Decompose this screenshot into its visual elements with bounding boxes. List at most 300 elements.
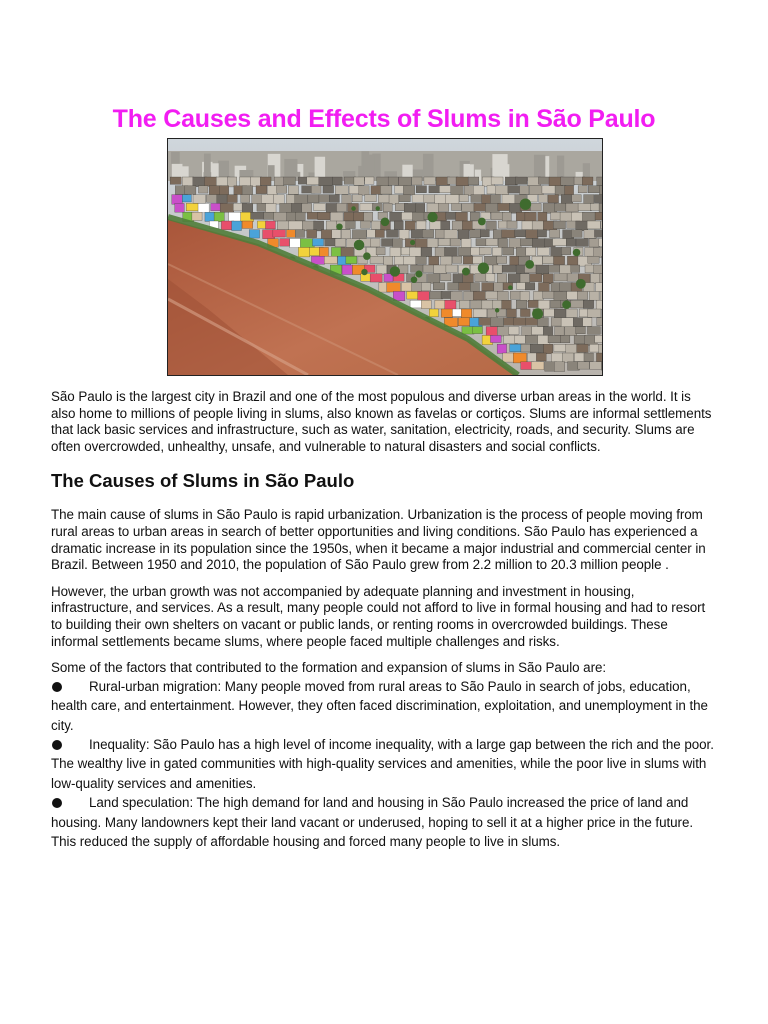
house-roof: [284, 177, 296, 185]
house-roof: [526, 230, 538, 239]
house-roof: [595, 335, 602, 342]
house-roof: [576, 327, 586, 334]
house-roof: [415, 239, 427, 248]
house-roof: [381, 239, 393, 247]
house-roof: [588, 256, 599, 263]
house-roof: [341, 230, 350, 239]
bullet-icon: [52, 798, 62, 808]
house-roof: [555, 327, 564, 336]
house-roof: [405, 221, 415, 230]
house-roof: [497, 327, 509, 336]
house-roof: [600, 274, 602, 284]
house-roof: [456, 212, 468, 221]
house-roof: [434, 265, 447, 273]
tree: [520, 199, 531, 210]
house-roof: [475, 274, 488, 282]
house-roof: [421, 283, 431, 291]
house-roof: [561, 318, 574, 328]
house-roof: [577, 291, 587, 299]
house-roof: [490, 318, 503, 327]
house-roof: [542, 186, 556, 194]
house-roof: [470, 283, 479, 292]
house-roof: [324, 256, 337, 263]
house-roof: [459, 300, 469, 309]
house-roof: [198, 203, 209, 212]
house-roof: [590, 362, 602, 370]
house-roof: [427, 203, 439, 212]
house-roof: [435, 300, 446, 309]
house-roof: [554, 309, 565, 318]
house-roof: [291, 203, 303, 212]
house-roof: [416, 186, 426, 193]
house-roof: [479, 247, 491, 254]
house-roof: [450, 239, 460, 246]
house-roof: [307, 230, 317, 238]
house-roof: [582, 177, 593, 185]
house-roof: [502, 230, 516, 238]
house-roof: [429, 186, 440, 193]
house-roof: [508, 274, 521, 283]
house-roof: [482, 300, 493, 309]
house-roof: [583, 300, 593, 308]
house-roof: [480, 230, 489, 237]
house-roof: [520, 186, 529, 195]
house-roof: [468, 177, 479, 185]
house-roof: [404, 203, 416, 212]
favela-photo: [167, 138, 603, 376]
house-roof: [576, 239, 588, 247]
house-roof: [551, 318, 561, 326]
house-roof: [538, 212, 547, 222]
house-roof: [260, 177, 271, 185]
urbanization-paragraph: The main cause of slums in São Paulo is rapid urbanization. Urbanization is the process of people moving from rural areas to urban areas in search of better opportunities and living conditions. São Paulo has experienced a dramatic increase in its population since the 1950s, when it became a major industrial and commercial center in Brazil. Between 1950 and 2010, the population of São Paulo grew from 2.2 million to 20.3 million people .: [51, 507, 706, 573]
house-roof: [256, 186, 267, 194]
house-roof: [554, 291, 568, 300]
house-roof: [543, 256, 555, 264]
house-roof: [530, 186, 544, 195]
house-roof: [597, 318, 602, 326]
house-roof: [267, 186, 277, 195]
house-roof: [587, 309, 601, 317]
house-roof: [421, 300, 431, 308]
house-roof: [507, 309, 517, 317]
house-roof: [251, 177, 262, 187]
house-roof: [508, 186, 520, 193]
house-roof: [520, 309, 530, 317]
document-title: The Causes and Effects of Slums in São Paulo: [112, 105, 656, 133]
house-roof: [560, 265, 572, 275]
house-roof: [319, 195, 329, 203]
bullet-icon: [52, 682, 62, 692]
house-roof: [462, 327, 474, 334]
house-roof: [375, 230, 384, 238]
house-roof: [295, 195, 308, 205]
house-roof: [561, 247, 570, 254]
house-roof: [520, 239, 532, 246]
house-roof: [458, 247, 472, 255]
house-roof: [571, 300, 585, 308]
house-roof: [539, 195, 548, 203]
house-roof: [533, 291, 543, 300]
house-roof: [428, 274, 440, 284]
house-roof: [422, 230, 433, 238]
house-roof: [510, 344, 523, 352]
house-roof: [599, 186, 602, 195]
house-roof: [493, 265, 502, 273]
house-roof: [502, 265, 516, 272]
factors-list: [51, 677, 717, 852]
house-roof: [403, 186, 414, 195]
house-roof: [411, 230, 424, 238]
factor-text: Rural-urban migration: Many people moved from rural areas to São Paulo in search of jobs, education, health care, and entertainment. However, they often faced discrimination, exploitation, and unemployment in the city.: [51, 678, 708, 733]
house-roof: [182, 177, 193, 187]
house-roof: [496, 186, 509, 195]
house-roof: [576, 221, 588, 231]
house-roof: [497, 256, 507, 263]
house-roof: [578, 186, 587, 193]
house-roof: [525, 212, 536, 222]
house-roof: [548, 335, 561, 342]
house-roof: [242, 203, 253, 212]
house-roof: [446, 265, 458, 272]
house-roof: [543, 274, 553, 284]
house-roof: [462, 203, 476, 211]
house-roof: [589, 291, 599, 300]
house-roof: [186, 203, 200, 211]
tree: [363, 252, 371, 260]
house-roof: [554, 274, 567, 281]
house-roof: [277, 186, 287, 193]
house-roof: [537, 318, 548, 327]
house-roof: [175, 203, 185, 212]
house-roof: [473, 327, 483, 334]
house-roof: [352, 195, 362, 202]
house-roof: [526, 247, 536, 255]
house-roof: [387, 283, 401, 292]
house-roof: [561, 177, 574, 185]
house-roof: [370, 274, 382, 282]
house-roof: [318, 212, 330, 220]
house-roof: [429, 256, 439, 265]
house-roof: [308, 195, 319, 203]
house-roof: [585, 265, 595, 273]
house-roof: [330, 212, 343, 222]
house-roof: [498, 239, 507, 248]
house-roof: [344, 212, 354, 221]
bullet-icon: [52, 740, 62, 750]
house-roof: [548, 265, 559, 272]
house-roof: [463, 274, 474, 283]
house-roof: [342, 265, 352, 274]
house-roof: [536, 265, 549, 275]
house-roof: [538, 177, 549, 184]
house-roof: [261, 195, 274, 204]
house-roof: [388, 177, 398, 185]
house-roof: [277, 221, 290, 230]
house-roof: [571, 230, 582, 238]
house-roof: [537, 247, 549, 255]
house-roof: [205, 212, 215, 221]
house-roof: [583, 318, 592, 326]
house-roof: [551, 247, 562, 257]
house-roof: [564, 327, 576, 336]
house-roof: [341, 247, 354, 257]
house-roof: [503, 247, 514, 255]
house-roof: [418, 291, 430, 300]
house-roof: [416, 221, 426, 229]
house-roof: [170, 177, 181, 184]
house-roof: [410, 247, 421, 256]
house-roof: [567, 274, 579, 281]
house-roof: [430, 291, 443, 299]
tree: [478, 218, 486, 226]
house-roof: [330, 195, 340, 203]
house-roof: [242, 221, 253, 228]
house-roof: [461, 239, 471, 249]
house-roof: [342, 195, 352, 204]
house-roof: [376, 247, 385, 254]
house-roof: [182, 195, 191, 202]
house-roof: [537, 230, 546, 237]
house-roof: [394, 221, 403, 229]
house-roof: [543, 291, 555, 298]
house-roof: [520, 291, 529, 301]
house-roof: [470, 230, 481, 238]
list-item: [51, 735, 717, 793]
house-roof: [584, 195, 594, 204]
house-roof: [486, 221, 496, 230]
house-roof: [479, 318, 492, 326]
house-roof: [300, 239, 314, 248]
house-roof: [525, 335, 538, 343]
house-roof: [387, 230, 399, 237]
house-roof: [594, 230, 602, 237]
house-roof: [596, 353, 602, 362]
house-roof: [427, 239, 438, 248]
house-roof: [497, 344, 506, 353]
house-roof: [451, 291, 463, 301]
house-roof: [473, 309, 487, 317]
house-roof: [370, 239, 380, 247]
house-roof: [335, 186, 348, 194]
house-roof: [599, 203, 602, 212]
house-roof: [582, 212, 595, 221]
house-roof: [444, 230, 457, 239]
house-roof: [494, 283, 503, 293]
house-roof: [473, 291, 487, 300]
house-roof: [393, 239, 403, 249]
house-roof: [600, 291, 602, 300]
aerial-city-image: [168, 139, 602, 375]
house-roof: [198, 186, 207, 193]
house-roof: [548, 195, 559, 203]
house-roof: [561, 195, 573, 204]
tree: [573, 249, 581, 257]
urban-growth-paragraph: However, the urban growth was not accompanied by adequate planning and investment in housing, infrastructure, and services. As a result, many people could not afford to live in formal housing and had to resort to building their own shelters on vacant or public lands, or renting rooms in overcrowded buildings. These informal settlements became slums, where people faced multiple challenges and risks.: [51, 583, 706, 649]
house-roof: [587, 327, 600, 335]
tree: [495, 308, 499, 312]
house-roof: [485, 291, 498, 299]
house-roof: [441, 221, 450, 230]
house-roof: [336, 203, 346, 211]
house-roof: [490, 195, 500, 204]
house-roof: [572, 195, 582, 202]
house-roof: [441, 274, 451, 281]
house-roof: [365, 177, 374, 184]
house-roof: [401, 247, 411, 255]
house-roof: [227, 177, 236, 187]
house-roof: [554, 362, 564, 372]
house-roof: [551, 212, 561, 220]
house-roof: [554, 203, 566, 211]
house-roof: [596, 300, 602, 310]
house-roof: [498, 203, 510, 210]
tree: [576, 279, 586, 289]
house-roof: [451, 186, 464, 195]
house-roof: [530, 274, 542, 282]
house-roof: [274, 177, 284, 186]
house-roof: [566, 309, 577, 317]
house-roof: [438, 239, 450, 246]
house-roof: [601, 221, 602, 229]
house-roof: [390, 247, 401, 256]
house-roof: [594, 195, 602, 203]
house-roof: [326, 221, 337, 230]
house-roof: [314, 203, 326, 210]
house-roof: [459, 195, 468, 202]
house-roof: [411, 265, 424, 272]
house-roof: [365, 195, 377, 202]
house-roof: [220, 203, 234, 212]
house-roof: [280, 239, 290, 246]
house-roof: [364, 212, 373, 222]
house-roof: [490, 335, 501, 342]
tree: [415, 271, 422, 278]
tree: [532, 308, 543, 319]
house-roof: [193, 195, 206, 204]
house-roof: [412, 283, 422, 292]
house-roof: [486, 274, 495, 282]
house-roof: [399, 230, 409, 240]
house-roof: [295, 230, 304, 238]
house-roof: [274, 212, 287, 221]
house-roof: [578, 362, 589, 369]
house-roof: [543, 327, 552, 336]
house-roof: [370, 256, 384, 263]
house-roof: [433, 283, 445, 290]
tree: [354, 240, 365, 251]
house-roof: [421, 247, 432, 256]
house-roof: [439, 186, 451, 193]
house-roof: [288, 186, 298, 194]
house-roof: [571, 265, 580, 272]
house-roof: [302, 203, 312, 213]
house-roof: [424, 177, 435, 185]
house-roof: [502, 195, 515, 204]
house-roof: [380, 186, 391, 194]
house-roof: [578, 203, 592, 210]
house-roof: [486, 239, 498, 246]
house-roof: [359, 186, 369, 195]
house-roof: [240, 177, 251, 186]
house-roof: [274, 195, 284, 204]
house-roof: [502, 300, 512, 309]
house-roof: [532, 239, 545, 248]
house-roof: [214, 212, 224, 222]
list-item: [51, 677, 717, 735]
house-roof: [298, 247, 310, 256]
house-roof: [399, 195, 410, 202]
house-roof: [560, 283, 573, 292]
house-roof: [532, 221, 544, 231]
house-roof: [474, 203, 487, 211]
house-roof: [525, 283, 535, 290]
house-roof: [587, 221, 600, 229]
house-roof: [596, 283, 602, 292]
house-roof: [446, 195, 459, 204]
section-heading: The Causes of Slums in São Paulo: [51, 470, 355, 492]
house-roof: [497, 291, 508, 301]
tree: [525, 260, 534, 269]
house-roof: [326, 203, 337, 212]
tree: [410, 240, 415, 245]
house-roof: [561, 335, 570, 342]
house-roof: [486, 327, 498, 336]
house-roof: [458, 230, 469, 240]
house-roof: [461, 309, 471, 318]
house-roof: [438, 203, 448, 211]
house-roof: [399, 177, 412, 187]
house-roof: [492, 247, 501, 255]
intro-paragraph: São Paulo is the largest city in Brazil and one of the most populous and diverse urban areas in the world. It is also home to millions of people living in slums, also known as favelas or cortiços. Slums are informal settlements that lack basic services and infrastructure, such as water, sanitation, electricity, roads, and security. Slums are often overcrowded, unhealthy, unsafe, and vulnerable to natural disasters and social conflicts.: [51, 389, 712, 454]
house-roof: [429, 309, 438, 317]
house-roof: [601, 362, 602, 370]
factor-text: Land speculation: The high demand for land and housing in São Paulo increased the price of land and housing. Many landowners kept their land vacant or underused, hoping to sell it at a higher price in the future. This reduced the supply of affordable housing and forced many people to live in slums.: [51, 795, 694, 849]
house-roof: [509, 327, 519, 335]
house-roof: [441, 256, 452, 265]
house-roof: [319, 247, 328, 256]
house-roof: [204, 177, 217, 186]
house-roof: [444, 247, 457, 256]
house-roof: [553, 221, 565, 229]
house-roof: [599, 239, 602, 247]
house-roof: [491, 177, 503, 184]
house-roof: [566, 203, 578, 212]
house-roof: [332, 230, 341, 238]
house-roof: [530, 344, 543, 352]
tree: [381, 217, 390, 226]
house-roof: [390, 212, 403, 221]
house-roof: [567, 256, 578, 266]
house-roof: [514, 318, 527, 326]
house-roof: [307, 177, 319, 185]
tree: [376, 206, 380, 210]
house-roof: [589, 239, 600, 247]
house-roof: [352, 230, 366, 240]
house-roof: [452, 221, 464, 231]
house-roof: [543, 344, 552, 353]
house-roof: [441, 309, 453, 317]
house-roof: [553, 256, 564, 265]
house-roof: [289, 221, 303, 230]
house-roof: [332, 177, 342, 185]
house-roof: [446, 212, 457, 219]
house-roof: [346, 221, 356, 229]
house-roof: [538, 300, 550, 309]
house-roof: [485, 203, 499, 213]
house-roof: [265, 221, 275, 229]
house-roof: [389, 195, 399, 205]
